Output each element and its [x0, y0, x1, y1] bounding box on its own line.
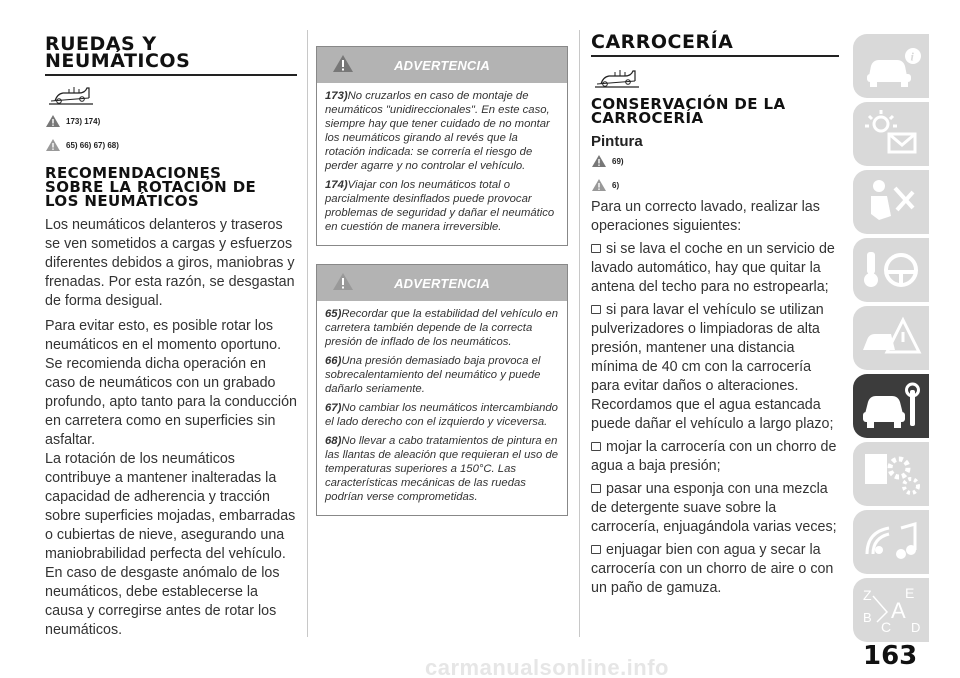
- conservation-heading-line-2: CARROCERÍA: [591, 109, 704, 127]
- warning-box-1-title: ADVERTENCIA: [394, 58, 490, 73]
- warning-refs: [45, 114, 297, 128]
- caution-ref: [591, 178, 839, 192]
- column-left: [45, 0, 297, 640]
- lightbulb-icon: [591, 67, 643, 89]
- list-item-text: si para lavar el vehículo se utilizan pulverizadores o limpiadoras de alta presión, mantener una distancia mínima de 40 cm con la carrocería para evitar daños o alteraciones. Recordamos que el agua estancada puede dañar el vehículo a largo plazo;: [591, 302, 834, 432]
- list-item: [591, 438, 839, 476]
- rotation-heading-line-3: LOS NEUMÁTICOS: [45, 192, 200, 210]
- washing-list: [591, 240, 839, 598]
- list-item-text: si se lava el coche en un servicio de lavado automático, hay que quitar la antena del techo para no estropearla;: [591, 241, 835, 295]
- tab-emergency[interactable]: [853, 306, 929, 370]
- warning-box-2-title: ADVERTENCIA: [394, 276, 490, 291]
- washing-intro: Para un correcto lavado, realizar las operaciones siguientes:: [591, 199, 820, 234]
- list-item: [591, 301, 839, 434]
- list-item-text: enjuagar bien con agua y secar la carrocería con un chorro de aire o con un paño de gamuza.: [591, 542, 834, 596]
- chapter-tabs: [853, 34, 929, 646]
- tab-starting-driving[interactable]: [853, 238, 929, 302]
- svg-text:B: B: [863, 610, 872, 625]
- warning-box-2-body: [317, 301, 567, 515]
- warning-item-text: Viajar con los neumáticos total o parcialmente desinflados puede provocar problemas de seguridad y dañar el neumático en cuestión de manera irreversible.: [325, 179, 555, 233]
- svg-text:D: D: [911, 620, 921, 635]
- svg-text:A: A: [891, 598, 906, 623]
- svg-text:i: i: [910, 49, 914, 64]
- warning-box-1-header: [317, 47, 567, 83]
- checkbox-icon: [591, 442, 601, 451]
- warning-light-envelope-icon: [857, 106, 925, 162]
- warning-item-65: [325, 307, 559, 349]
- rotation-heading-line-1: RECOMENDACIONES: [45, 164, 222, 182]
- warning-item-number: 67): [325, 402, 342, 414]
- caution-triangle-icon: [45, 138, 61, 152]
- paragraph-3: La rotación de los neumáticos contribuye a mantener inalteradas la capacidad de adherencia y tracción sobre superficies mojadas, embarradas o cubiertas de nieve, asegurando una maniobrabilidad perfecta del vehículo.: [45, 451, 296, 562]
- warning-ref-text: 69): [612, 156, 624, 166]
- warning-item-174: [325, 178, 559, 234]
- page-number: 163: [863, 641, 918, 671]
- checkbox-icon: [591, 484, 601, 493]
- warning-item-text: Una presión demasiado baja provoca el sobrecalentamiento del neumático y puede dañarlo seriamente.: [325, 355, 541, 395]
- tab-warning-lights[interactable]: [853, 102, 929, 166]
- column-divider-right: [579, 30, 580, 637]
- paragraph-2: Para evitar esto, es posible rotar los neumáticos en el momento oportuno. Se recomienda dicha operación en caso de neumáticos con un grabado profundo, apto tanto para la conducción en carretera como en superficies sin asfaltar.: [45, 318, 297, 448]
- lightbulb-icon: [45, 84, 97, 106]
- warning-item-173: [325, 89, 559, 173]
- warning-item-text: No cruzarlos en caso de montaje de neumáticos "unidireccionales". En este caso, siempre hay que tener cuidado de no montar los neumáticos girando al revés que la rotación indicada: se correría el riesgo de perder agarre y no controlar el vehículo.: [325, 90, 550, 172]
- checkbox-icon: [591, 305, 601, 314]
- tab-multimedia[interactable]: [853, 510, 929, 574]
- tab-safety[interactable]: [853, 170, 929, 234]
- warning-refs-text: 173) 174): [66, 116, 101, 126]
- warning-item-67: [325, 401, 559, 429]
- tab-technical-data[interactable]: [853, 442, 929, 506]
- rotation-heading-line-2: SOBRE LA ROTACIÓN DE: [45, 178, 257, 196]
- checkbox-icon: [591, 244, 601, 253]
- list-item: [591, 240, 839, 297]
- section-title-line-1: RUEDAS Y: [45, 33, 157, 55]
- warning-item-number: 174): [325, 179, 348, 191]
- caution-refs: [45, 138, 297, 152]
- paragraph-4: En caso de desgaste anómalo de los neumáticos, debe establecerse la causa y corregirse antes de rotar los neumáticos.: [45, 565, 280, 638]
- warning-item-number: 173): [325, 90, 348, 102]
- rotation-heading: [45, 166, 297, 208]
- warning-item-number: 66): [325, 355, 342, 367]
- warning-item-number: 68): [325, 435, 342, 447]
- list-item-text: mojar la carrocería con un chorro de agua a baja presión;: [591, 439, 837, 474]
- column-middle: [316, 0, 568, 516]
- section-title: [45, 33, 297, 72]
- tab-maintenance[interactable]: [853, 374, 929, 438]
- paragraph-1: Los neumáticos delanteros y traseros se ven sometidos a cargas y esfuerzos diferentes debidos a giros, maniobras y frenadas. Por esta razón, se desgastan de forma desigual.: [45, 217, 295, 309]
- paint-heading: Pintura: [591, 133, 643, 150]
- car-info-icon: [857, 38, 925, 94]
- column-right: [591, 0, 839, 598]
- warning-item-text: No llevar a cabo tratamientos de pintura en las llantas de aleación que requieran el uso de temperaturas superiores a 150°C. Las características mecánicas de las ruedas podrían verse comprometidas.: [325, 435, 559, 503]
- conservation-heading-line-1: CONSERVACIÓN DE LA: [591, 95, 786, 113]
- svg-text:E: E: [905, 585, 915, 601]
- warning-box-1: [316, 46, 568, 246]
- caution-refs-text: 65) 66) 67) 68): [66, 140, 119, 150]
- seat-airbag-icon: [857, 174, 925, 230]
- warning-item-66: [325, 354, 559, 396]
- warning-triangle-icon: [591, 154, 607, 168]
- svg-text:Z: Z: [863, 587, 872, 603]
- checkbox-icon: [591, 545, 601, 554]
- warning-item-text: Recordar que la estabilidad del vehículo en carretera también depende de la correcta presión de inflado de los neumáticos.: [325, 308, 558, 348]
- satellite-music-icon: [857, 514, 925, 570]
- tab-index[interactable]: [853, 578, 929, 642]
- caution-triangle-icon: [591, 178, 607, 192]
- list-item: [591, 541, 839, 598]
- section-title-line-2: NEUMÁTICOS: [45, 50, 191, 72]
- warning-item-68: [325, 434, 559, 504]
- list-item-text: pasar una esponja con una mezcla de detergente suave sobre la carrocería, enjuagándola varias veces;: [591, 481, 837, 535]
- car-wrench-icon: [857, 378, 925, 434]
- warning-ref: [591, 154, 839, 168]
- list-item: [591, 480, 839, 537]
- gears-car-icon: [857, 446, 925, 502]
- watermark: carmanualsonline.info: [425, 655, 669, 678]
- svg-text:C: C: [881, 619, 892, 635]
- warning-triangle-icon: [45, 114, 61, 128]
- accident-triangle-icon: [857, 310, 925, 366]
- carroceria-title: CARROCERÍA: [591, 31, 734, 53]
- warning-box-2-header: [317, 265, 567, 301]
- column-divider-left: [307, 30, 308, 637]
- warning-box-2: [316, 264, 568, 516]
- tab-car-info[interactable]: [853, 34, 929, 98]
- section-rule: [45, 74, 297, 76]
- warning-item-number: 65): [325, 308, 342, 320]
- alphabet-index-icon: [857, 582, 925, 638]
- conservation-heading: [591, 97, 839, 125]
- caution-ref-text: 6): [612, 180, 620, 190]
- warning-item-text: No cambiar los neumáticos intercambiando el lado derecho con el izquierdo y viceversa.: [325, 402, 558, 428]
- warning-box-1-body: [317, 83, 567, 245]
- section-rule: [591, 55, 839, 57]
- key-steering-wheel-icon: [857, 242, 925, 298]
